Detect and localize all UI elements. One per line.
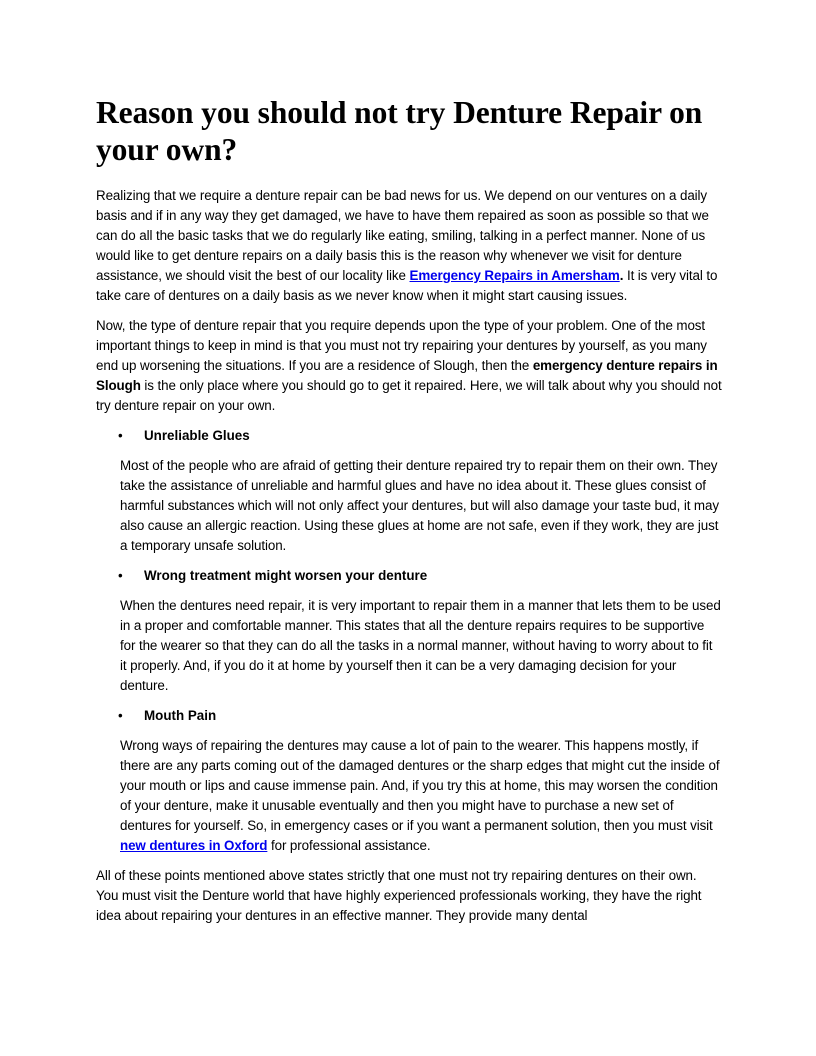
mouth-pain-text: Wrong ways of repairing the dentures may cause a lot of pain to the wearer. This happens mostly, if there are any parts coming out of the damaged dentures or the sharp edges that might cut the inside of your mouth or lips and cause immense pain. And, if you try this at home, this may worsen the condition of your denture, make it unusable eventually and then you might have to purchase a new set of dentures for yourself. So, in emergency cases or if you want a permanent solution, then you must visit (120, 738, 720, 833)
bullet-heading-text: Mouth Pain (144, 708, 217, 723)
bullet-heading-wrong-treatment (96, 566, 722, 586)
para2-text: Now, the type of denture repair that you require depends upon the type of your problem. One of the most important things to keep in mind is that you must not try repairing your dentures by yourself, as you many end up worsening the situations. If you are a residence of Slough, then the (96, 318, 707, 373)
bullet-icon: • (118, 568, 123, 583)
wrong-treatment-paragraph: When the dentures need repair, it is very important to repair them in a manner that lets them to be used in a proper and comfortable manner. This states that all the denture repairs requires to be supportive for the wearer so that they can do all the tasks in a normal manner, without having to worry about to fit it properly. And, if you do it at home by yourself then it can be a very damaging decision for your denture. (120, 598, 721, 693)
intro-text: Realizing that we require a denture repair can be bad news for us. We depend on our ventures on a daily basis and if in any way they get damaged, we have to have them repaired as soon as possible so that we can do all the basic tasks that we do regularly like eating, smiling, talking in a perfect manner. None of us would like to get denture repairs on a daily basis this is the reason why whenever we visit for denture assistance, we should visit the best of our locality like (96, 188, 709, 283)
glues-paragraph: Most of the people who are afraid of getting their denture repaired try to repair them on their own. They take the assistance of unreliable and harmful glues and have no idea about it. These glues consist of harmful substances which will not only affect your dentures, but will also damage your taste bud, it may also cause an allergic reaction. Using these glues at home are not safe, even if they work, they are just a temporary unsafe solution. (120, 458, 719, 553)
conclusion-paragraph: All of these points mentioned above states strictly that one must not try repairing dentures on their own. You must visit the Denture world that have highly experienced professionals working, they have the right idea about repairing your dentures in an effective manner. They provide many dental (96, 868, 702, 923)
bullet-icon: • (118, 428, 123, 443)
intro-text-end: It is very vital to take care of dentures on a daily basis as we never know when it might start causing issues. (96, 268, 718, 303)
new-dentures-oxford-link[interactable]: new dentures in Oxford (120, 838, 268, 853)
bullet-heading-mouth-pain (96, 706, 722, 726)
para2-text-end: is the only place where you should go to get it repaired. Here, we will talk about why you should not try denture repair on your own. (96, 378, 722, 413)
intro-bold-period: . (619, 268, 624, 283)
bullet-heading-glues (96, 426, 722, 446)
bullet-icon: • (118, 708, 123, 723)
document-page (96, 94, 722, 936)
page-title: Reason you should not try Denture Repair on your own? (96, 95, 703, 167)
intro-paragraph (96, 186, 722, 306)
bullet-heading-text: Unreliable Glues (144, 428, 250, 443)
mouth-pain-paragraph (96, 736, 722, 856)
bullet-heading-text: Wrong treatment might worsen your denture (144, 568, 428, 583)
mouth-pain-text-end: for professional assistance. (267, 838, 431, 853)
emergency-repairs-amersham-link[interactable]: Emergency Repairs in Amersham (409, 268, 620, 283)
problem-paragraph (96, 316, 722, 416)
slough-bold-text: emergency denture repairs in Slough (96, 358, 718, 393)
